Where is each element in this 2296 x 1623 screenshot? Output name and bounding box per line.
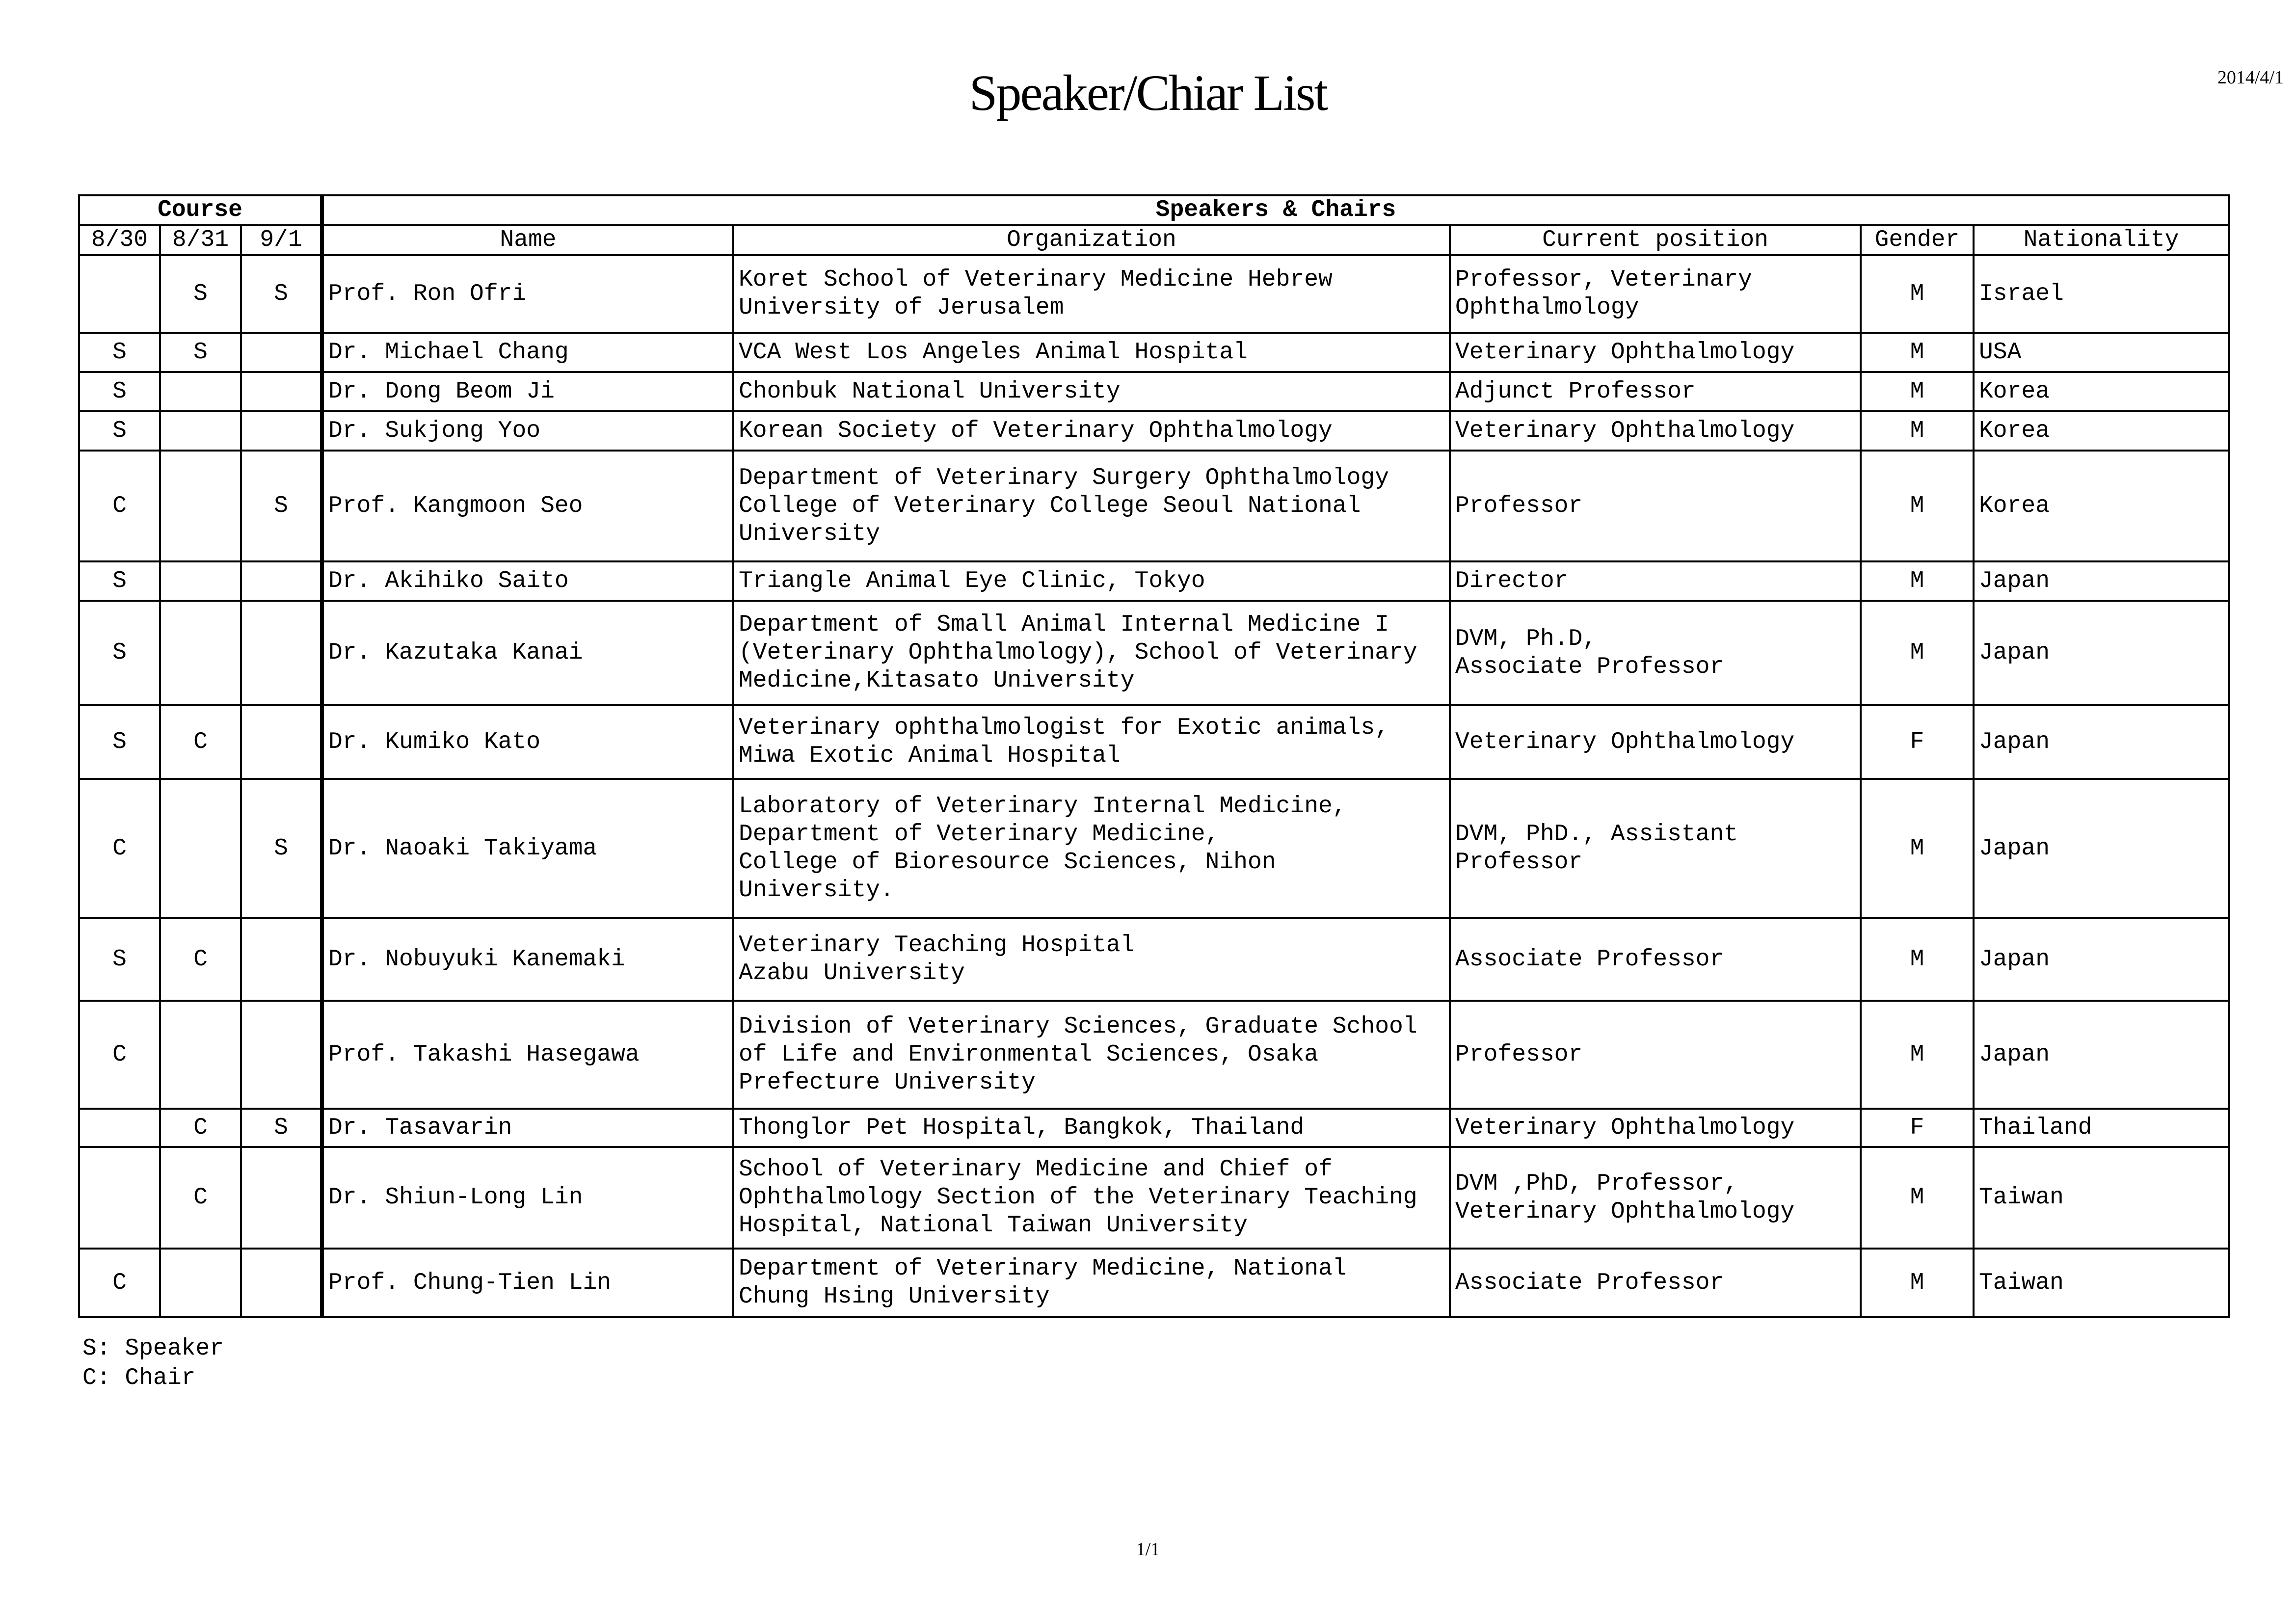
position-cell: Professor	[1450, 451, 1861, 561]
name-cell: Dr. Tasavarin	[322, 1109, 733, 1147]
course-8-31-cell	[160, 1001, 241, 1109]
legend	[82, 1334, 224, 1393]
course-8-31-cell: S	[160, 333, 241, 372]
course-9-1-cell	[241, 561, 322, 601]
course-8-30-cell: S	[79, 705, 160, 779]
column-header-9-1: 9/1	[241, 225, 322, 255]
nationality-cell: Israel	[1974, 255, 2229, 333]
course-8-31-cell	[160, 372, 241, 411]
legend-speaker: S: Speaker	[82, 1335, 224, 1362]
course-8-30-cell: S	[79, 372, 160, 411]
course-8-30-cell: S	[79, 333, 160, 372]
organization-cell: Veterinary ophthalmologist for Exotic animals, Miwa Exotic Animal Hospital	[733, 705, 1450, 779]
table-row	[79, 779, 2229, 918]
gender-cell: M	[1861, 918, 1974, 1001]
organization-cell: Department of Veterinary Surgery Ophthalmology College of Veterinary College Seoul National University	[733, 451, 1450, 561]
organization-cell: Thonglor Pet Hospital, Bangkok, Thailand	[733, 1109, 1450, 1147]
table-row	[79, 1249, 2229, 1317]
name-cell: Dr. Dong Beom Ji	[322, 372, 733, 411]
course-8-30-cell	[79, 255, 160, 333]
course-8-31-cell	[160, 561, 241, 601]
course-9-1-cell	[241, 372, 322, 411]
nationality-cell: Thailand	[1974, 1109, 2229, 1147]
position-cell: Veterinary Ophthalmology	[1450, 411, 1861, 451]
position-cell: Associate Professor	[1450, 918, 1861, 1001]
organization-cell: Chonbuk National University	[733, 372, 1450, 411]
table-row	[79, 601, 2229, 705]
column-header-row	[79, 225, 2229, 255]
course-8-30-cell: S	[79, 601, 160, 705]
nationality-cell: Japan	[1974, 779, 2229, 918]
nationality-cell: Japan	[1974, 705, 2229, 779]
page-number: 1/1	[1136, 1539, 1160, 1560]
gender-cell: M	[1861, 411, 1974, 451]
position-cell: DVM ,PhD, Professor, Veterinary Ophthalmology	[1450, 1147, 1861, 1249]
course-8-31-cell: S	[160, 255, 241, 333]
gender-cell: M	[1861, 1147, 1974, 1249]
name-cell: Dr. Shiun-Long Lin	[322, 1147, 733, 1249]
document-date: 2014/4/1	[2217, 67, 2284, 88]
course-8-31-cell	[160, 1249, 241, 1317]
column-header-8-30: 8/30	[79, 225, 160, 255]
organization-cell: Korean Society of Veterinary Ophthalmology	[733, 411, 1450, 451]
nationality-cell: Japan	[1974, 918, 2229, 1001]
course-9-1-cell	[241, 1001, 322, 1109]
position-cell: Veterinary Ophthalmology	[1450, 333, 1861, 372]
course-8-30-cell: C	[79, 779, 160, 918]
course-8-31-cell	[160, 779, 241, 918]
course-8-30-cell: C	[79, 451, 160, 561]
organization-cell: Laboratory of Veterinary Internal Medicine, Department of Veterinary Medicine, College of Bioresource Sciences, Nihon University.	[733, 779, 1450, 918]
organization-cell: Triangle Animal Eye Clinic, Tokyo	[733, 561, 1450, 601]
organization-cell: Department of Veterinary Medicine, National Chung Hsing University	[733, 1249, 1450, 1317]
name-cell: Dr. Kumiko Kato	[322, 705, 733, 779]
course-9-1-cell: S	[241, 779, 322, 918]
course-8-31-cell: C	[160, 705, 241, 779]
gender-cell: M	[1861, 451, 1974, 561]
course-8-31-cell: C	[160, 918, 241, 1001]
course-8-30-cell: S	[79, 918, 160, 1001]
table-row	[79, 1001, 2229, 1109]
organization-cell: Department of Small Animal Internal Medicine I (Veterinary Ophthalmology), School of Veterinary Medicine,Kitasato University	[733, 601, 1450, 705]
name-cell: Dr. Sukjong Yoo	[322, 411, 733, 451]
position-cell: Veterinary Ophthalmology	[1450, 705, 1861, 779]
position-cell: Associate Professor	[1450, 1249, 1861, 1317]
gender-cell: F	[1861, 705, 1974, 779]
column-header-organization: Organization	[733, 225, 1450, 255]
name-cell: Prof. Ron Ofri	[322, 255, 733, 333]
position-cell: Professor	[1450, 1001, 1861, 1109]
nationality-cell: Korea	[1974, 411, 2229, 451]
nationality-cell: Taiwan	[1974, 1249, 2229, 1317]
course-9-1-cell	[241, 411, 322, 451]
course-9-1-cell: S	[241, 1109, 322, 1147]
course-8-31-cell: C	[160, 1109, 241, 1147]
course-8-30-cell	[79, 1147, 160, 1249]
position-cell: Adjunct Professor	[1450, 372, 1861, 411]
nationality-cell: Japan	[1974, 561, 2229, 601]
table-row	[79, 1109, 2229, 1147]
column-header-position: Current position	[1450, 225, 1861, 255]
legend-chair: C: Chair	[82, 1365, 196, 1391]
gender-cell: M	[1861, 1001, 1974, 1109]
course-8-31-cell	[160, 601, 241, 705]
name-cell: Prof. Chung-Tien Lin	[322, 1249, 733, 1317]
course-8-31-cell	[160, 451, 241, 561]
name-cell: Prof. Takashi Hasegawa	[322, 1001, 733, 1109]
gender-cell: M	[1861, 333, 1974, 372]
table-row	[79, 411, 2229, 451]
nationality-cell: Korea	[1974, 372, 2229, 411]
name-cell: Dr. Nobuyuki Kanemaki	[322, 918, 733, 1001]
speaker-chair-table	[78, 194, 2230, 1318]
speakers-group-header: Speakers & Chairs	[322, 195, 2229, 225]
course-8-30-cell: S	[79, 411, 160, 451]
course-group-header: Course	[79, 195, 322, 225]
gender-cell: M	[1861, 601, 1974, 705]
organization-cell: School of Veterinary Medicine and Chief of Ophthalmology Section of the Veterinary Teaching Hospital, National Taiwan University	[733, 1147, 1450, 1249]
table-row	[79, 705, 2229, 779]
table-row	[79, 561, 2229, 601]
course-9-1-cell	[241, 705, 322, 779]
nationality-cell: Japan	[1974, 601, 2229, 705]
table-row	[79, 451, 2229, 561]
nationality-cell: Japan	[1974, 1001, 2229, 1109]
course-8-30-cell: S	[79, 561, 160, 601]
gender-cell: M	[1861, 372, 1974, 411]
nationality-cell: USA	[1974, 333, 2229, 372]
name-cell: Dr. Michael Chang	[322, 333, 733, 372]
position-cell: DVM, PhD., Assistant Professor	[1450, 779, 1861, 918]
course-8-31-cell: C	[160, 1147, 241, 1249]
gender-cell: M	[1861, 779, 1974, 918]
course-9-1-cell: S	[241, 451, 322, 561]
course-8-30-cell: C	[79, 1249, 160, 1317]
table-row	[79, 372, 2229, 411]
name-cell: Dr. Naoaki Takiyama	[322, 779, 733, 918]
course-9-1-cell	[241, 918, 322, 1001]
name-cell: Dr. Akihiko Saito	[322, 561, 733, 601]
organization-cell: VCA West Los Angeles Animal Hospital	[733, 333, 1450, 372]
column-header-nationality: Nationality	[1974, 225, 2229, 255]
nationality-cell: Taiwan	[1974, 1147, 2229, 1249]
gender-cell: M	[1861, 561, 1974, 601]
gender-cell: F	[1861, 1109, 1974, 1147]
position-cell: DVM, Ph.D, Associate Professor	[1450, 601, 1861, 705]
course-9-1-cell	[241, 601, 322, 705]
course-9-1-cell: S	[241, 255, 322, 333]
gender-cell: M	[1861, 255, 1974, 333]
position-cell: Veterinary Ophthalmology	[1450, 1109, 1861, 1147]
course-9-1-cell	[241, 1249, 322, 1317]
course-9-1-cell	[241, 333, 322, 372]
organization-cell: Division of Veterinary Sciences, Graduate School of Life and Environmental Sciences, Osaka Prefecture University	[733, 1001, 1450, 1109]
table-row	[79, 333, 2229, 372]
nationality-cell: Korea	[1974, 451, 2229, 561]
table-row	[79, 1147, 2229, 1249]
gender-cell: M	[1861, 1249, 1974, 1317]
column-header-8-31: 8/31	[160, 225, 241, 255]
table-row	[79, 918, 2229, 1001]
course-8-30-cell: C	[79, 1001, 160, 1109]
organization-cell: Veterinary Teaching Hospital Azabu University	[733, 918, 1450, 1001]
position-cell: Professor, Veterinary Ophthalmology	[1450, 255, 1861, 333]
course-9-1-cell	[241, 1147, 322, 1249]
document-title: Speaker/Chiar List	[969, 65, 1327, 121]
name-cell: Prof. Kangmoon Seo	[322, 451, 733, 561]
column-header-gender: Gender	[1861, 225, 1974, 255]
course-8-31-cell	[160, 411, 241, 451]
organization-cell: Koret School of Veterinary Medicine Hebrew University of Jerusalem	[733, 255, 1450, 333]
group-header-row	[79, 195, 2229, 225]
position-cell: Director	[1450, 561, 1861, 601]
table-row	[79, 255, 2229, 333]
column-header-name: Name	[322, 225, 733, 255]
name-cell: Dr. Kazutaka Kanai	[322, 601, 733, 705]
course-8-30-cell	[79, 1109, 160, 1147]
